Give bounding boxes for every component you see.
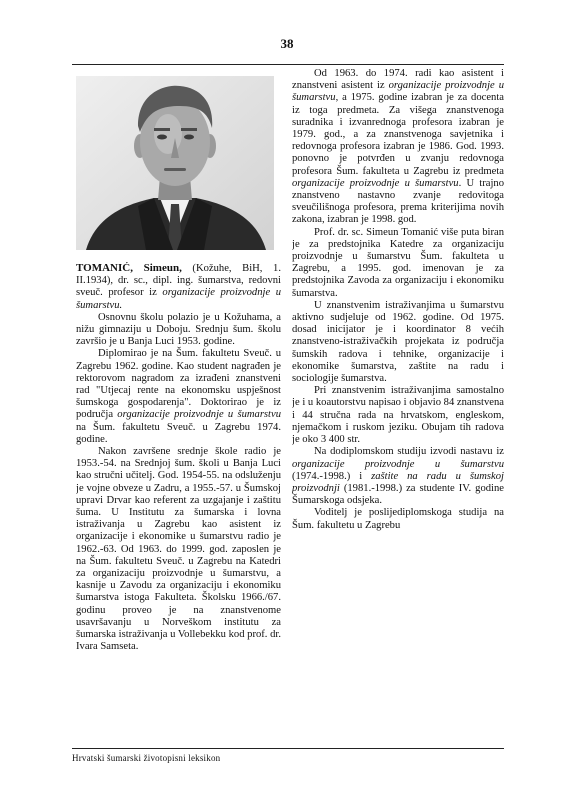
text-run: . U trajno znanstveno nastavno zvanje redovitoga sveučilišnoga profesora, prema kriterijima novih zakona, izabran je 1998. god. xyxy=(292,177,504,226)
paragraph-publications: Pri znanstvenim istraživanjima samostalno je i u koautorstvu napisao i objavio 84 znanstvena i 44 stručna rada na hrvatskom, engleskom, njemačkom i ruskom jeziku. Obujam tih radova je oko 3 400 str. xyxy=(292,385,504,446)
text-run: Na dodiplomskom studiju izvodi nastavu iz xyxy=(314,446,504,458)
paragraph-postgraduate: Voditelj je poslijediplomskoga studija na Šum. fakultetu u Zagrebu xyxy=(292,507,504,531)
text-run: (1981.-1998.) za studente IV. godine Šumarskoga odsjeka. xyxy=(292,482,504,507)
text-run: (1974.-1998.) i xyxy=(292,470,372,482)
top-rule xyxy=(72,64,504,65)
text-run-italic: organizacije proizvodnje u šumarstvu xyxy=(117,409,281,421)
text-run: Od 1963. do 1974. radi kao asistent i znanstveni asistent iz xyxy=(292,68,504,92)
entry-subject: organizacije proizvodnje u šumarstvu. xyxy=(76,287,281,311)
page-number: 38 xyxy=(280,36,294,51)
text-run-italic: organizacije proizvodnje u šumarstvu xyxy=(292,177,459,189)
portrait-photo xyxy=(76,76,274,250)
text-run-italic: zaštite na radu u šumskoj proizvodnji xyxy=(292,470,504,494)
paragraph-academic-ranks xyxy=(292,68,504,227)
left-column xyxy=(76,262,281,742)
right-column xyxy=(292,68,504,744)
text-run: , a 1975. godine izabran je za docenta iz toga predmeta. Za višega znanstvenoga suradnika i izvanrednoga profesora izabran je 1979. god., a za znanstvenoga savjetnika i redovnoga profesora izabran je 1986. God. 1993. ponovno je potvrđen u zvanju redovnoga profesora Šum. fakulteta u Zagrebu iz predmeta xyxy=(292,92,504,177)
entry-heading xyxy=(76,262,281,312)
paragraph-schooling: Osnovnu školu polazio je u Kožuhama, a nižu gimnaziju u Doboju. Srednju šum. školu završio je u Banja Luci 1953. godine. xyxy=(76,311,281,348)
paragraph-diploma xyxy=(76,348,281,446)
entry-intro: (Kožuhe, BiH, 1. II.1934), dr. sc., dipl. ing. šumarstva, redovni sveuč. profesor iz xyxy=(76,263,281,299)
paragraph-research: U znanstvenim istraživanjima u šumarstvu aktivno sudjeluje od 1962. godine. Od 1975. dosad inicijator je i koordinator 8 većih znanstveno-istraživačkih projekata iz područja šumskih radova i tehnike, organizacije i ekonomike šumarstva, zaštite na radu i sociologije šumarstva. xyxy=(292,299,504,385)
text-run: Diplomirao je na Šum. fakultetu Sveuč. u Zagrebu 1962. godine. Kao student nagrađen je rektorovom nagradom za izrađeni znanstveni rad "Utjecaj rente na ekonomsku uspješnost šumskoga gospodarenja". Doktorirao je iz područja xyxy=(76,348,281,421)
text-run-italic: organizacije proizvodnje u šumarstvu xyxy=(292,458,504,470)
paragraph-teaching xyxy=(292,446,504,507)
paragraph-career: Nakon završene srednje škole radio je 1953.-54. na Srednjoj šum. školi u Banja Luci kao stručni učitelj. God. 1954-55. na odsluženju je vojne obveze u Zadru, a 1955.-57. u Šumskoj upravi Drvar kao referent za uzgajanje i zaštitu šuma. U Institutu za šumarska i lovna istraživanja u Zagrebu kao asistent iz organizacije i ekonomike u šumarstvu radio je 1962.-63. Od 1963. do 1999. god. zaposlen je na Šum. fakultetu Sveuč. u Zagrebu na Katedri za organizaciju proizvodnje u šumarstvu, a kasnije u Zavodu za organizaciju i ekonomiku šumarstva istoga Fakulteta. Školsku 1966./67. godinu proveo je na znanstvenome usavršavanju u Norveškom institutu za šumarska istraživanja u Vollebekku kod prof. dr. Ivara Samseta. xyxy=(76,446,281,653)
text-run: na Šum. fakultetu Sveuč. u Zagrebu 1974. godine. xyxy=(76,421,281,445)
text-run-italic: organizacije proizvodnje u šumarstvu xyxy=(292,80,504,104)
paragraph-head-of-department: Prof. dr. sc. Simeun Tomanić više puta biran je za predstojnika Katedre za organizaciju proizvodnje u šumarstvu Šum. fakulteta u Zagrebu, a 1995. god. imenovan je za predstojnika Zavoda za organizaciju i ekonomiku šumarstva. xyxy=(292,226,504,299)
bottom-rule xyxy=(72,748,504,749)
entry-name: TOMANIĆ, Simeun, xyxy=(76,262,182,274)
footer-title: Hrvatski šumarski životopisni leksikon xyxy=(72,753,221,763)
